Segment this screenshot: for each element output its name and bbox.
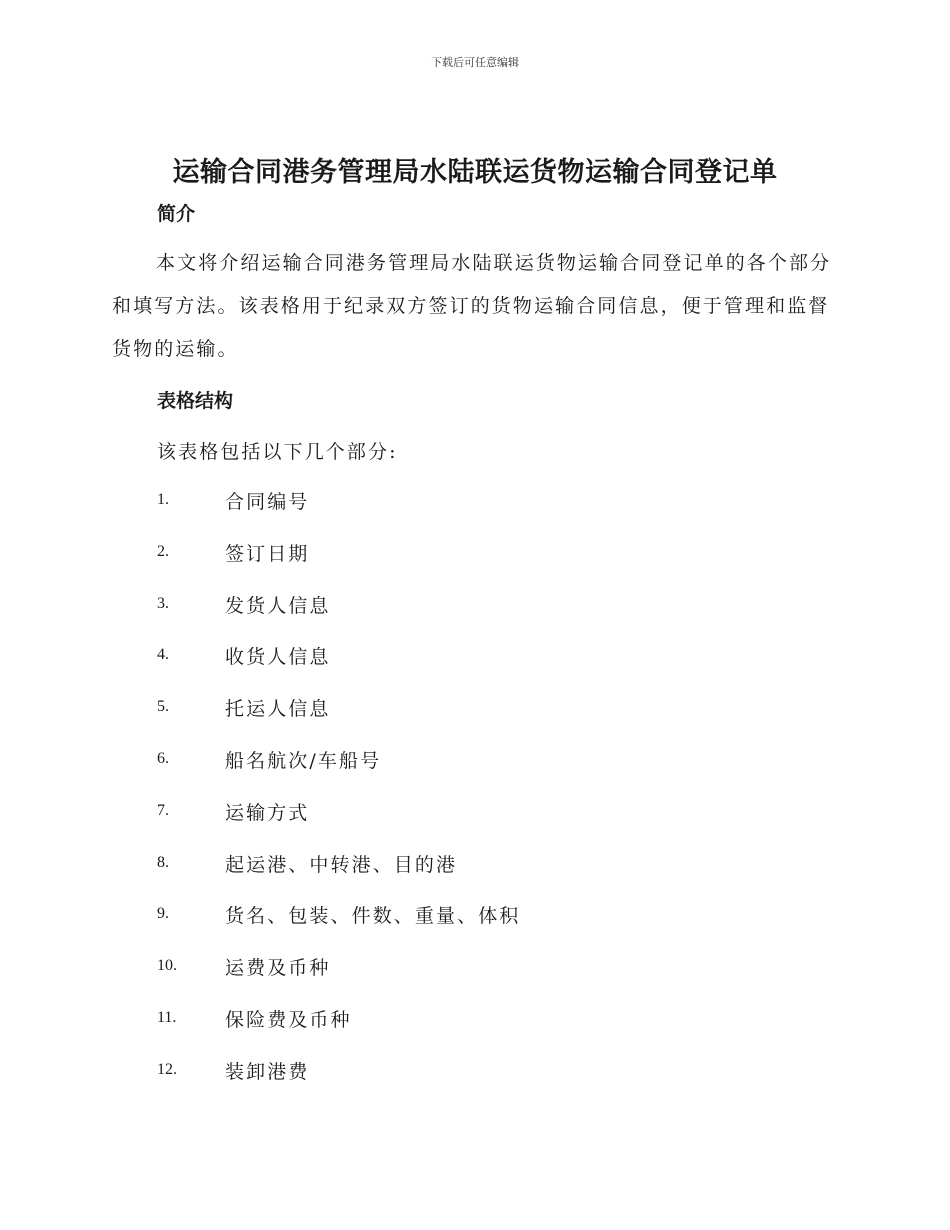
intro-paragraph: 本文将介绍运输合同港务管理局水陆联运货物运输合同登记单的各个部分和填写方法。该表格用于纪录双方签订的货物运输合同信息，便于管理和监督货物的运输。: [112, 252, 832, 360]
list-item-text: 货名、包装、件数、重量、体积: [225, 905, 521, 928]
list-item-text: 起运港、中转港、目的港: [225, 853, 458, 876]
list-item-number: 4.: [157, 646, 169, 664]
list-item-text: 合同编号: [225, 491, 310, 513]
list-item-text: 装卸港费: [225, 1060, 310, 1083]
list-item-number: 6.: [157, 749, 169, 767]
list-item-text: 保险费及币种: [225, 1008, 352, 1031]
list-item-text: 签订日期: [225, 542, 310, 565]
list-item-text: 船名航次/车船号: [225, 749, 382, 772]
list-item: [157, 798, 520, 850]
list-item-number: 7.: [157, 801, 169, 819]
list-item-number: 11.: [157, 1008, 177, 1026]
list-item-number: 10.: [157, 957, 177, 975]
section-heading-intro: 简介: [157, 203, 196, 225]
list-item: [157, 591, 520, 643]
list-item: [157, 953, 520, 1005]
list-item: [157, 694, 520, 746]
list-item-number: 2.: [157, 542, 169, 560]
list-item: [157, 746, 520, 798]
header-note: 下载后可任意编辑: [431, 56, 519, 69]
document-title: 运输合同港务管理局水陆联运货物运输合同登记单: [172, 157, 778, 188]
list-item-number: 9.: [157, 905, 169, 923]
list-item: [157, 642, 520, 694]
list-item: [157, 487, 520, 539]
list-item-text: 发货人信息: [225, 594, 331, 617]
structure-item-list: [157, 487, 520, 1109]
list-item-number: 3.: [157, 594, 169, 612]
list-item-number: 12.: [157, 1060, 177, 1078]
list-item: [157, 1057, 520, 1109]
list-item-number: 5.: [157, 698, 169, 716]
structure-lead-text: 该表格包括以下几个部分:: [157, 441, 398, 463]
list-item: [157, 539, 520, 591]
list-item: [157, 850, 520, 902]
list-item-text: 运输方式: [225, 801, 310, 824]
list-item-text: 收货人信息: [225, 646, 331, 669]
list-item: [157, 901, 520, 953]
list-item-number: 1.: [157, 491, 169, 508]
list-item-number: 8.: [157, 853, 169, 871]
list-item-text: 运费及币种: [225, 957, 331, 980]
section-heading-structure: 表格结构: [157, 390, 234, 412]
list-item: [157, 1005, 520, 1057]
list-item-text: 托运人信息: [225, 698, 331, 721]
